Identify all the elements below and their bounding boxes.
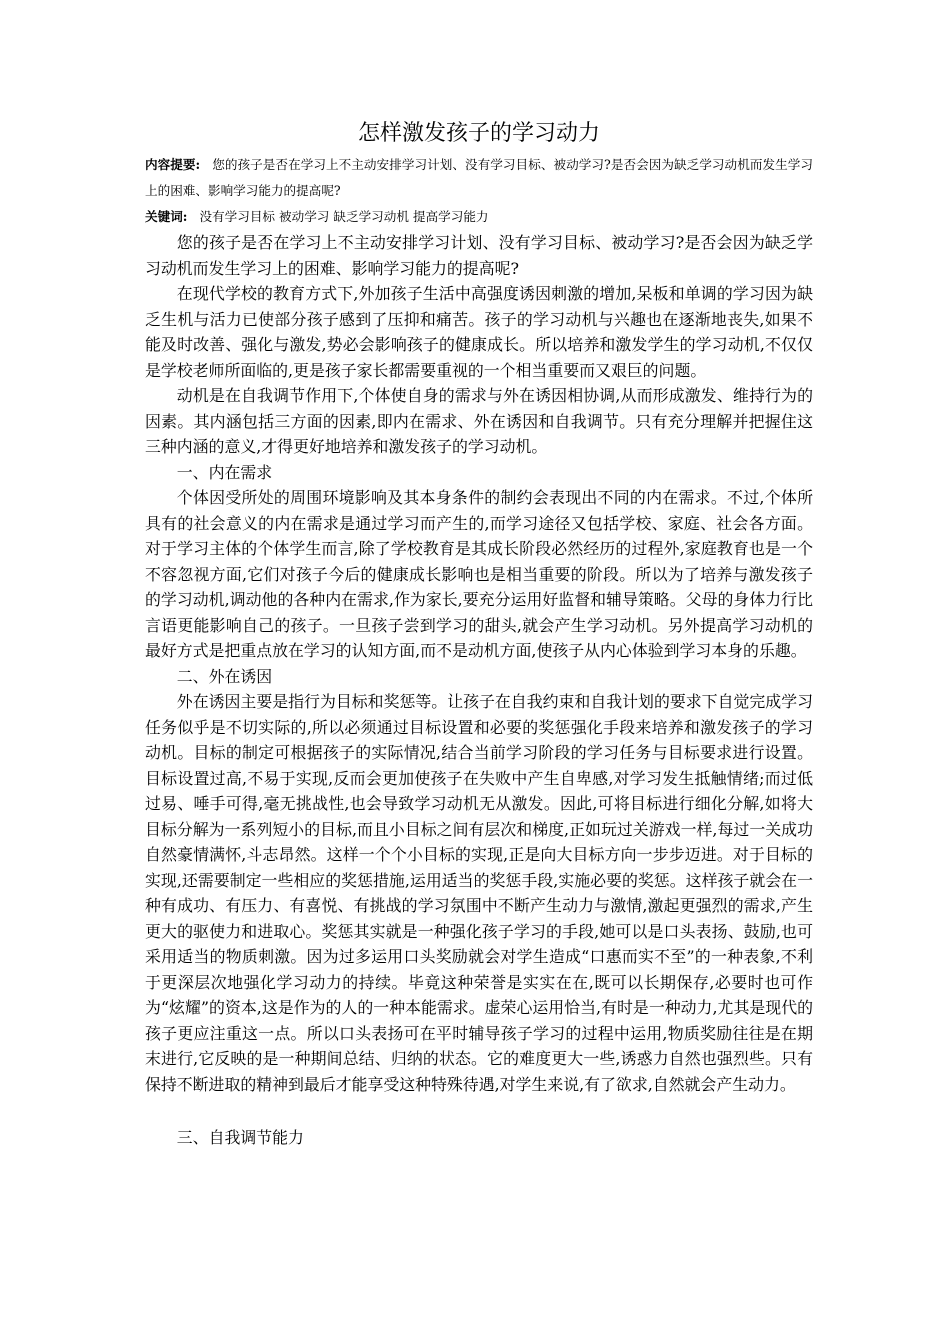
paragraph-background: 在现代学校的教育方式下,外加孩子生活中高强度诱因刺激的增加,呆板和单调的学习因为缺乏生机与活力已使部分孩子感到了压抑和痛苦。孩子的学习动机与兴趣也在逐渐地丧失,如果不能及时改善、强化与激发,势必会影响孩子的健康成长。所以培养和激发学生的学习动机,不仅仅是学校老师所面临的,更是孩子家长都需要重视的一个相当重要而又艰巨的问题。: [145, 284, 813, 380]
paragraph-intro: 您的孩子是否在学习上不主动安排学习计划、没有学习目标、被动学习?是否会因为缺乏学习动机而发生学习上的困难、影响学习能力的提高呢?: [145, 233, 813, 278]
abstract-label: 内容提要:: [145, 157, 201, 172]
section-gap: [145, 1097, 813, 1125]
section-heading-self-regulation: 三、自我调节能力: [176, 1128, 304, 1147]
abstract: [145, 152, 813, 204]
document-title: 怎样激发孩子的学习动力: [357, 121, 600, 146]
abstract-text: 您的孩子是否在学习上不主动安排学习计划、没有学习目标、被动学习?是否会因为缺乏学习动机而发生学习上的困难、影响学习能力的提高呢?: [145, 157, 813, 198]
paragraph-motivation-definition: 动机是在自我调节作用下,个体使自身的需求与外在诱因相协调,从而形成激发、维持行为的因素。其内涵包括三方面的因素,即内在需求、外在诱因和自我调节。只有充分理解并把握住这三种内涵的意义,才得更好地培养和激发孩子的学习动机。: [145, 386, 813, 456]
keywords: [145, 204, 813, 230]
section-text-inner-needs: 个体因受所处的周围环境影响及其本身条件的制约会表现出不同的内在需求。不过,个体所具有的社会意义的内在需求是通过学习而产生的,而学习途径又包括学校、家庭、社会各方面。对于学习主体的个体学生而言,除了学校教育是其成长阶段必然经历的过程外,家庭教育也是一个不容忽视方面,它们对孩子今后的健康成长影响也是相当重要的阶段。所以为了培养与激发孩子的学习动机,调动他的各种内在需求,作为家长,要充分运用好监督和辅导策略。父母的身体力行比言语更能影响自己的孩子。一旦孩子尝到学习的甜头,就会产生学习动机。另外提高学习动机的最好方式是把重点放在学习的认知方面,而不是动机方面,使孩子从内心体验到学习本身的乐趣。: [145, 488, 813, 660]
keywords-label: 关键词:: [145, 209, 188, 224]
section-heading-inner-needs: 一、内在需求: [176, 462, 273, 482]
section-heading-external-incentives: 二、外在诱因: [176, 666, 273, 686]
section-text-external-incentives: 外在诱因主要是指行为目标和奖惩等。让孩子在自我约束和自我计划的要求下自觉完成学习任务似乎是不切实际的,所以必须通过目标设置和必要的奖惩强化手段来培养和激发孩子的学习动机。目标的制定可根据孩子的实际情况,结合当前学习阶段的学习任务与目标要求进行设置。目标设置过高,不易于实现,反而会更加使孩子在失败中产生自卑感,对学习发生抵触情绪;而过低过易、唾手可得,毫无挑战性,也会导致学习动机无从激发。因此,可将目标进行细化分解,如将大目标分解为一系列短小的目标,而且小目标之间有层次和梯度,正如玩过关游戏一样,每过一关成功自然豪情满怀,斗志昂然。这样一个个小目标的实现,正是向大目标方向一步步迈进。对于目标的实现,还需要制定一些相应的奖惩措施,运用适当的奖惩手段,实施必要的奖惩。这样孩子就会在一种有成功、有压力、有喜悦、有挑战的学习氛围中不断产生动力与激情,激起更强烈的需求,产生更大的驱使力和进取心。奖惩其实就是一种强化孩子学习的手段,她可以是口头表扬、鼓励,也可采用适当的物质刺激。因为过多运用口头奖励就会对学生造成“口惠而实不至”的一种表象,不利于更深层次地强化学习动力的持续。毕竟这种荣誉是实实在在,既可以长期保存,必要时也可作为“炫耀”的资本,这是作为的人的一种本能需求。虚荣心运用恰当,有时是一种动力,尤其是现代的孩子更应注重这一点。所以口头表扬可在平时辅导孩子学习的过程中运用,物质奖励往往是在期末进行,它反映的是一种期间总结、归纳的状态。它的难度更大一些,诱惑力自然也强烈些。只有保持不断进取的精神到最后才能享受这种特殊待遇,对学生来说,有了欲求,自然就会产生动力。: [145, 692, 813, 1094]
document-page: [145, 118, 813, 1151]
keywords-text: 没有学习目标 被动学习 缺乏学习动机 提高学习能力: [199, 209, 489, 224]
